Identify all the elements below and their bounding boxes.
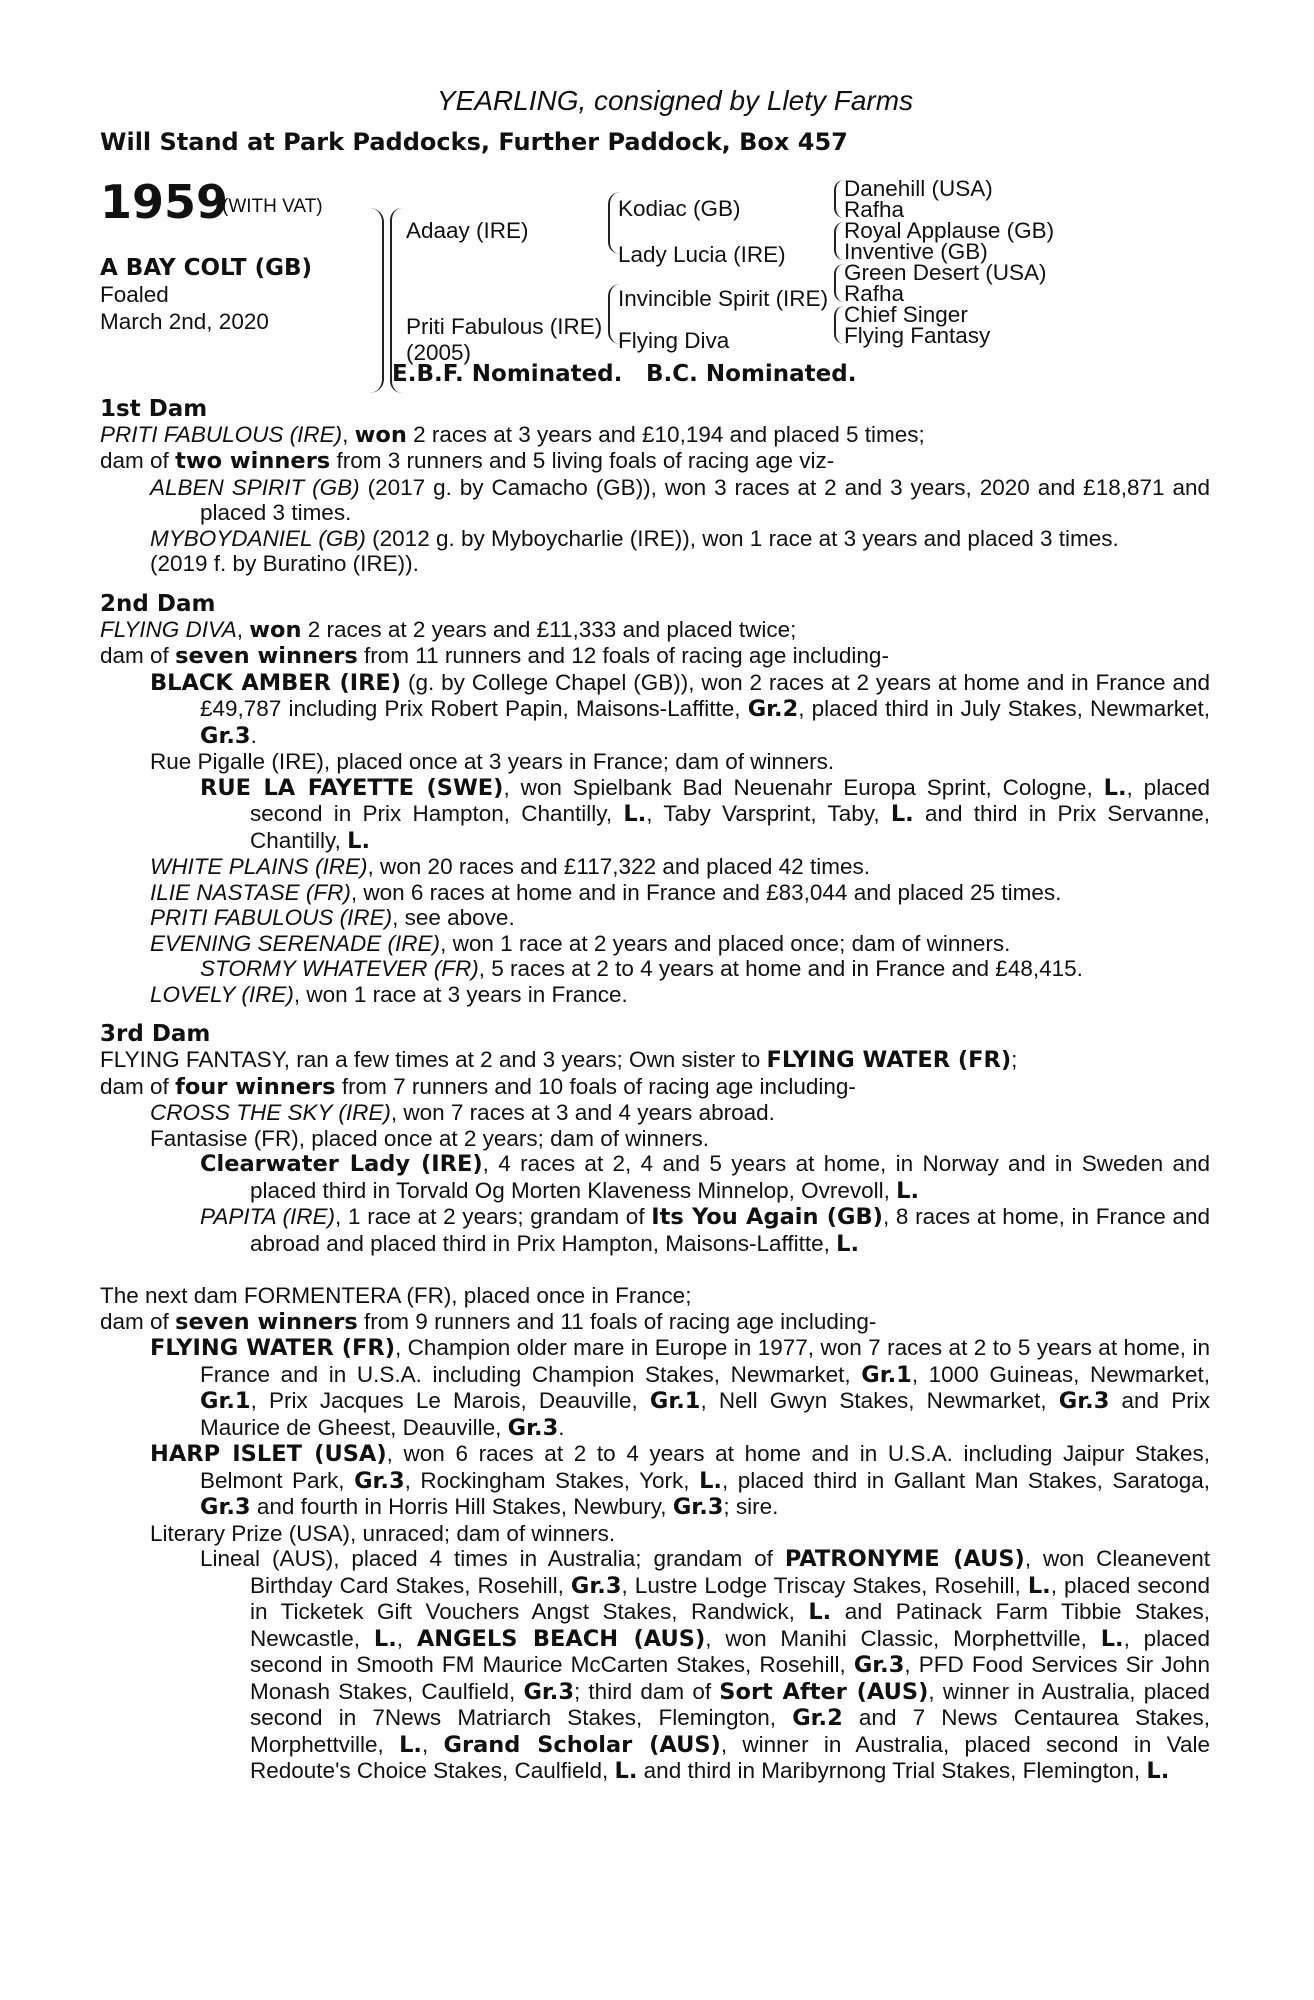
progeny-harp-islet: HARP ISLET (USA), won 6 races at 2 to 4 years at home and in U.S.A. including Jaipur Stakes, Belmont Park, Gr.3, Rockingham Stakes, York, L., placed third in Gallant Man Stakes, Saratoga, Gr.3 and fourth in Horris Hill Stakes, Newbury, Gr.3; sire. [150,1441,1211,1520]
grandsire-2: Rafha [844,196,905,222]
first-dam-line: PRITI FABULOUS (IRE), won 2 races at 3 years and £10,194 and placed 5 times; [100,421,925,448]
sire-dam-name: Lady Lucia (IRE) [618,241,786,267]
pedigree-block [100,172,1210,472]
brace-g2 [834,222,844,260]
dam-name: Priti Fabulous (IRE) [406,313,603,339]
progeny-black-amber: BLACK AMBER (IRE) (g. by College Chapel (GB)), won 2 races at 2 years at home and in France and £49,787 including Prix Robert Papin, Maisons-Laffitte, Gr.2, placed third in July Stakes, Newmarket, Gr.3. [150,669,1210,749]
second-dam-line: FLYING DIVA, won 2 races at 2 years and £11,333 and placed twice; [100,616,797,643]
next-dam-section [100,1283,1210,1785]
sire-name: Adaay (IRE) [406,217,529,243]
progeny-rue-la-fayette: RUE LA FAYETTE (SWE), won Spielbank Bad Neuenahr Europa Sprint, Cologne, L., placed second in Prix Hampton, Chantilly, L., Taby Varsprint, Taby, L. and third in Prix Servanne, Chantilly, L. [200,774,1210,854]
vat-note: (WITH VAT) [222,195,323,217]
progeny-stormy-whatever: STORMY WHATEVER (FR), 5 races at 2 to 4 years at home and in France and £48,415. [200,956,1083,981]
progeny-myboydaniel: MYBOYDANIEL (GB) (2012 g. by Myboycharlie (IRE)), won 1 race at 3 years and placed 3 times. [150,525,1119,551]
third-dam-produce-line: dam of four winners from 7 runners and 10 foals of racing age including- [100,1073,856,1100]
grandsire-3: Royal Applause (GB) [844,217,1055,243]
third-dam-section [100,1021,1210,1257]
progeny-flying-water: FLYING WATER (FR), Champion older mare in Europe in 1977, won 7 races at 2 to 5 years at home, in France and in U.S.A. including Champion Stakes, Newmarket, Gr.1, 1000 Guineas, Newmarket, Gr.1, Prix Jacques Le Marois, Deauville, Gr.1, Nell Gwyn Stakes, Newmarket, Gr.3 and Prix Maurice de Gheest, Deauville, Gr.3. [150,1335,1210,1441]
foaled-date: March 2nd, 2020 [100,308,269,334]
progeny-literary-prize: Literary Prize (USA), unraced; dam of winners. [150,1520,616,1546]
catalogue-page [100,84,1210,1785]
lot-description: A BAY COLT (GB) [100,254,313,281]
brace-g1 [834,180,844,218]
sire-sire-name: Kodiac (GB) [618,195,741,221]
next-dam-produce-line: dam of seven winners from 9 runners and 11 foals of racing age including- [100,1308,877,1335]
grandsire-6: Rafha [844,280,905,306]
progeny-rue-pigalle: Rue Pigalle (IRE), placed once at 3 years in France; dam of winners. [150,749,835,774]
foaled-label: Foaled [100,281,169,307]
progeny-white-plains: WHITE PLAINS (IRE), won 20 races and £117,322 and placed 42 times. [150,854,870,879]
progeny-alben-spirit: ALBEN SPIRIT (GB) (2017 g. by Camacho (GB)), won 3 races at 2 and 3 years, 2020 and £18,871 and placed 3 times. [150,474,1210,525]
grandsire-5: Green Desert (USA) [844,259,1047,285]
third-dam-title: 3rd Dam [100,1021,211,1047]
first-dam-produce-line: dam of two winners from 3 runners and 5 living foals of racing age viz- [100,448,835,474]
progeny-priti-fabulous: PRITI FABULOUS (IRE), see above. [150,905,515,930]
grandsire-8: Flying Fantasy [844,322,991,348]
dam-sire-name: Invincible Spirit (IRE) [618,285,829,311]
second-dam-produce-line: dam of seven winners from 11 runners and 12 foals of racing age including- [100,643,889,669]
consignor-header: YEARLING, consigned by Llety Farms [436,85,914,116]
grandsire-4: Inventive (GB) [844,238,988,264]
dam-dam-name: Flying Diva [618,327,730,353]
ebf-nomination: E.B.F. Nominated. [392,360,623,387]
next-dam-line: The next dam FORMENTERA (FR), placed once in France; [100,1283,692,1308]
progeny-lovely: LOVELY (IRE), won 1 race at 3 years in France. [150,981,628,1007]
progeny-2019-filly: (2019 f. by Buratino (IRE)). [150,551,419,576]
progeny-cross-the-sky: CROSS THE SKY (IRE), won 7 races at 3 and 4 years abroad. [150,1100,775,1125]
progeny-fantasise: Fantasise (FR), placed once at 2 years; dam of winners. [150,1125,709,1151]
brace-g4 [834,306,844,344]
progeny-evening-serenade: EVENING SERENADE (IRE), won 1 race at 2 years and placed once; dam of winners. [150,930,1011,956]
lot-number: 1959 [100,174,229,229]
third-dam-line: FLYING FANTASY, ran a few times at 2 and 3 years; Own sister to FLYING WATER (FR); [100,1047,1018,1073]
progeny-papita: PAPITA (IRE), 1 race at 2 years; grandam of Its You Again (GB), 8 races at home, in France and abroad and placed third in Prix Hampton, Maisons-Laffitte, L. [200,1204,1211,1257]
second-dam-title: 2nd Dam [100,590,216,617]
stabling-location: Will Stand at Park Paddocks, Further Paddock, Box 457 [100,128,848,156]
progeny-ilie-nastase: ILIE NASTASE (FR), won 6 races at home and in France and £83,044 and placed 25 times. [150,879,1062,905]
grandsire-7: Chief Singer [844,301,968,327]
dam-year: (2005) [406,339,472,365]
second-dam-section [100,591,1210,1008]
brace-g3 [834,264,844,302]
bc-nomination: B.C. Nominated. [646,360,857,387]
grandsire-1: Danehill (USA) [844,175,993,201]
progeny-clearwater-lady: Clearwater Lady (IRE), 4 races at 2, 4 and 5 years at home, in Norway and in Sweden and placed third in Torvald Og Morten Klaveness Minnelop, Ovrevoll, L. [200,1151,1210,1204]
progeny-lineal: Lineal (AUS), placed 4 times in Australia; grandam of PATRONYME (AUS), won Cleanevent Birthday Card Stakes, Rosehill, Gr.3, Lustre Lodge Triscay Stakes, Rosehill, L., placed second in Ticketek Gift Vouchers Angst Stakes, Randwick, L. and Patinack Farm Tibbie Stakes, Newcastle, L., ANGELS BEACH (AUS), won Manihi Classic, Morphettville, L., placed second in Smooth FM Maurice McCarten Stakes, Rosehill, Gr.3, PFD Food Services Sir John Monash Stakes, Caulfield, Gr.3; third dam of Sort After (AUS), winner in Australia, placed second in 7News Matriarch Stakes, Flemington, Gr.2 and 7 News Centaurea Stakes, Morphettville, L., Grand Scholar (AUS), winner in Australia, placed second in Vale Redoute's Choice Stakes, Caulfield, L. and third in Maribyrnong Trial Stakes, Flemington, L. [200,1546,1211,1784]
first-dam-title: 1st Dam [100,395,208,422]
brace-lot [368,208,384,393]
